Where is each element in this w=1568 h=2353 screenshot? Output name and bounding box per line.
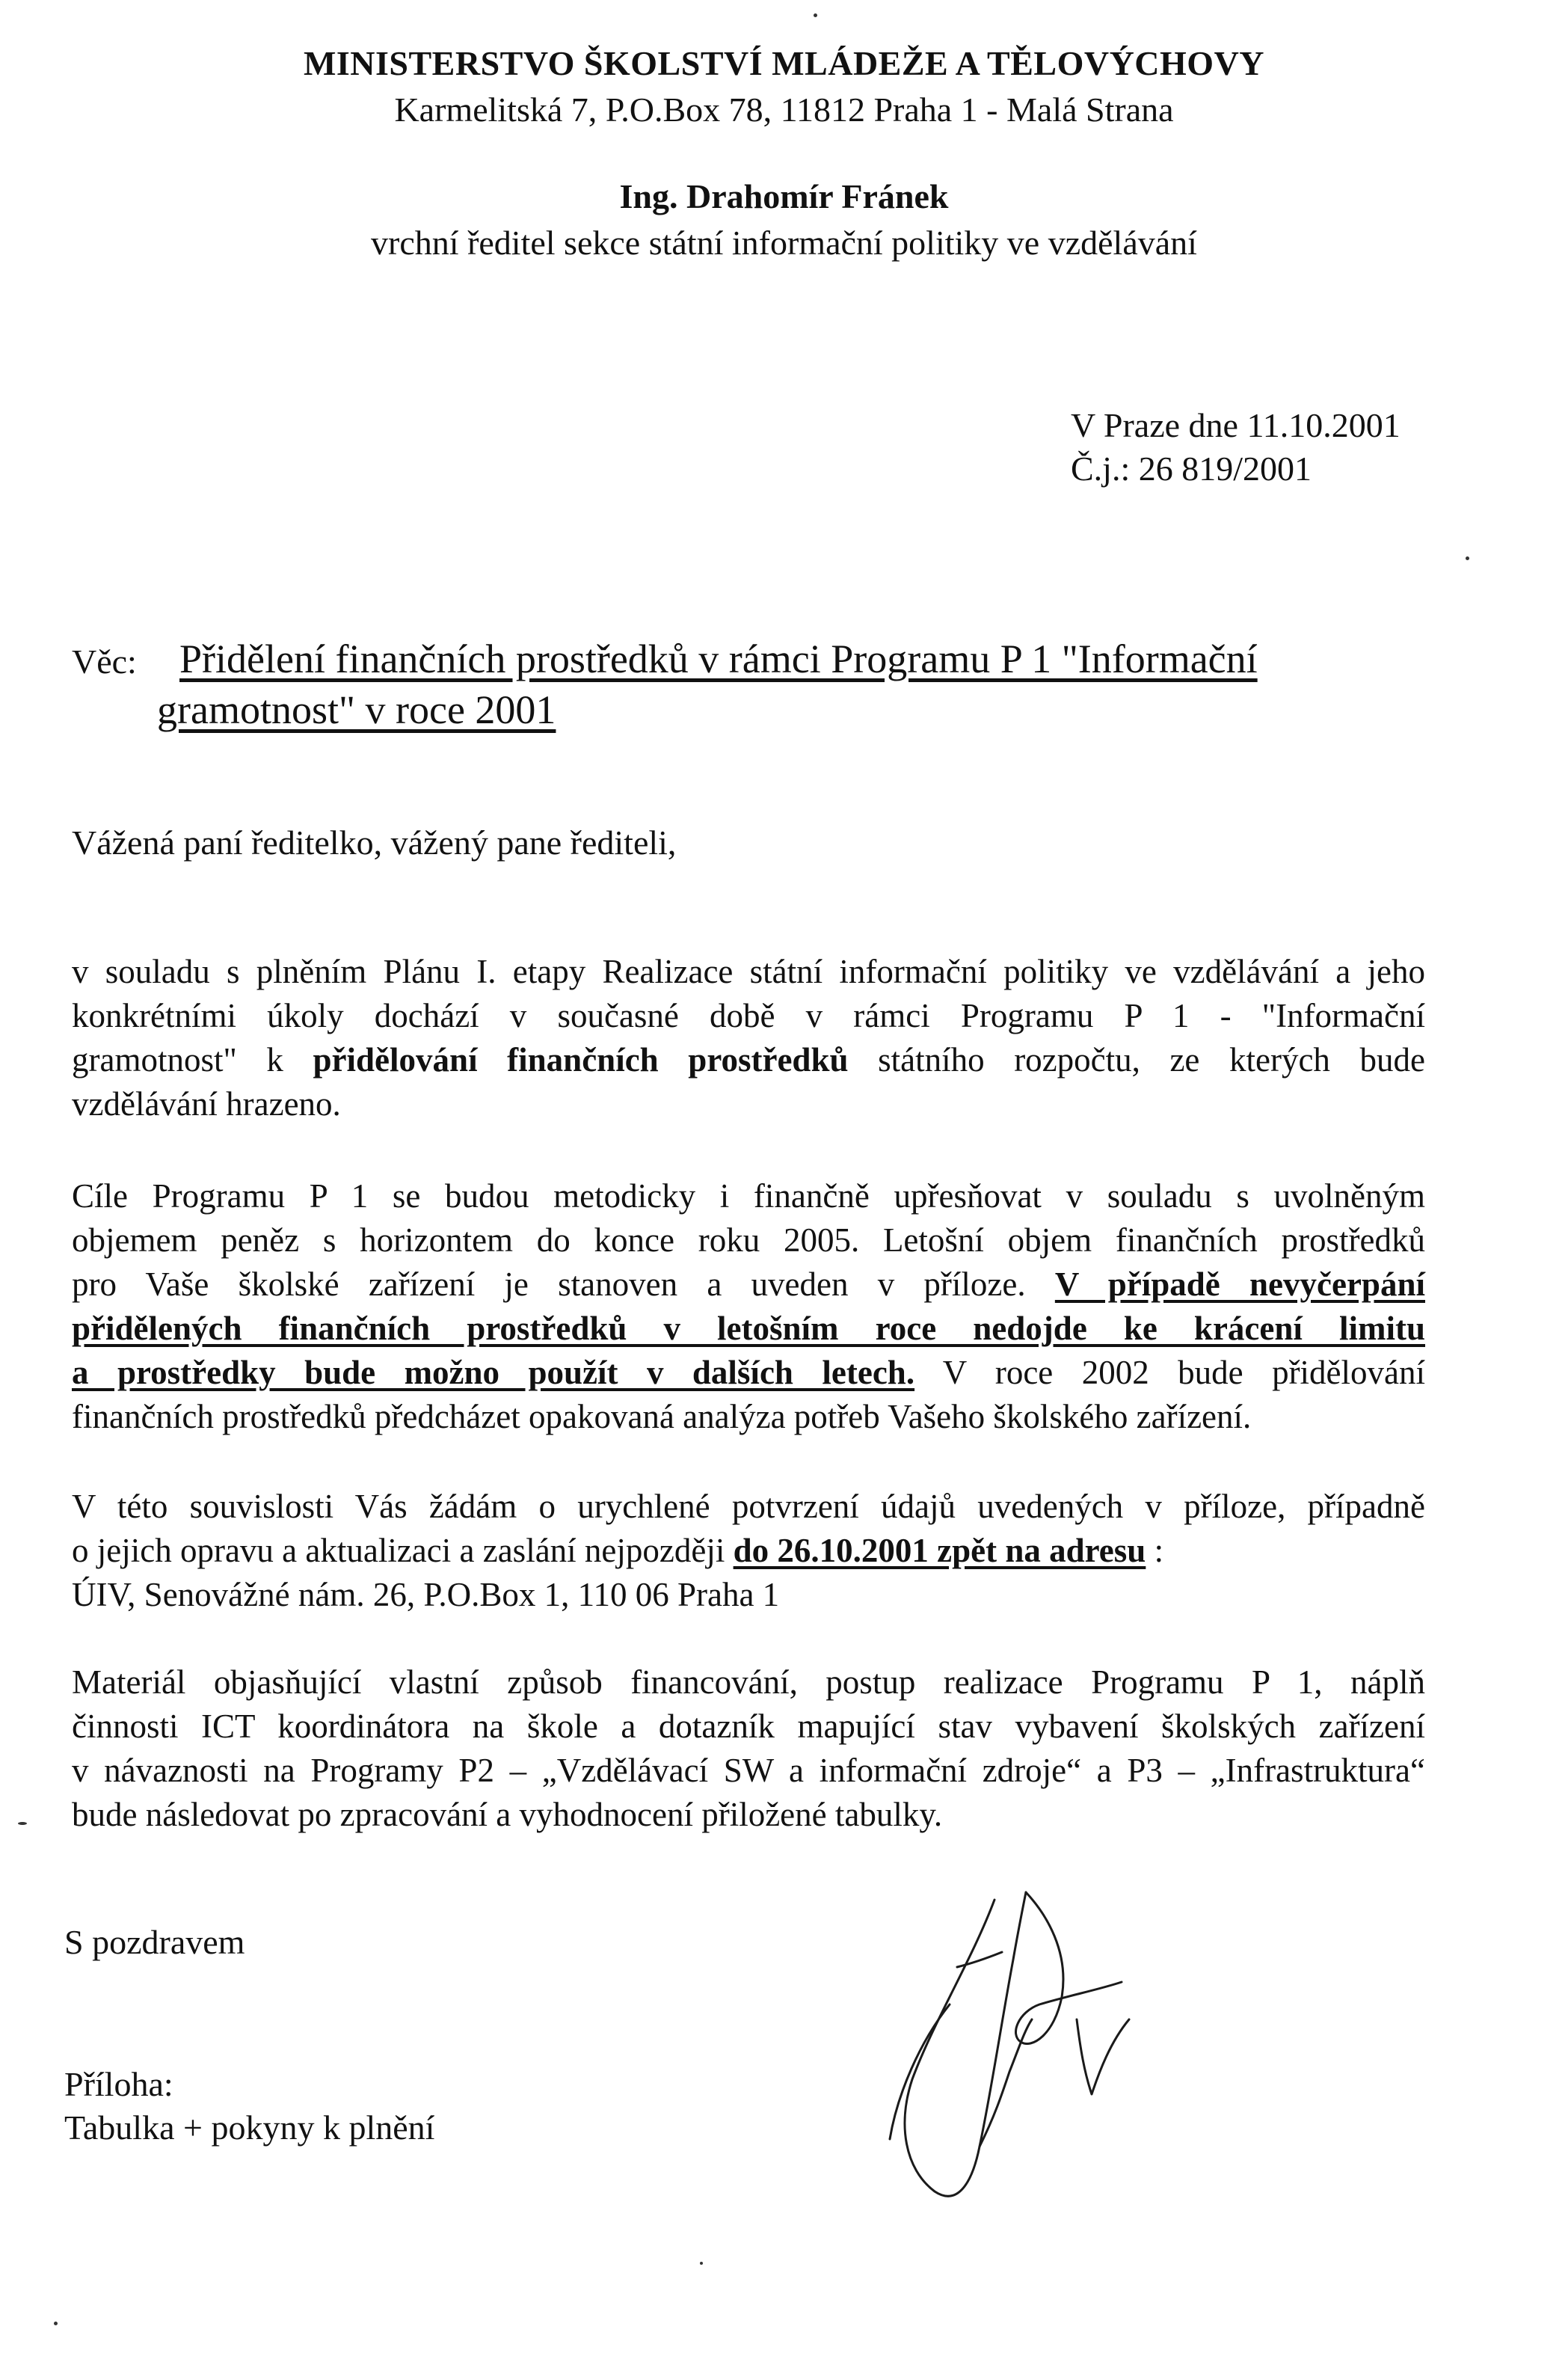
paragraph-2-line-3 [72,1263,1425,1307]
signature-stroke-3 [980,2019,1032,2147]
paragraph-1-line-2: konkrétními úkoly dochází v současné době v rámci Programu P 1 - "Informační [72,997,1425,1034]
subject-line-1: Přidělení finančních prostředků v rámci Programu P 1 "Informační [179,636,1258,681]
scan-speck [814,13,817,17]
paragraph-4 [72,1660,1425,1837]
paragraph-4-line-3: v návaznosti na Programy P2 – „Vzdělávací SW a informační zdroje“ a P3 – „Infrastruktura“ [72,1752,1425,1789]
paragraph-1 [72,950,1425,1126]
subject-label: Věc: [72,642,137,681]
scan-speck [54,2322,58,2325]
paragraph-2-line-1: Cíle Programu P 1 se budou metodicky i finančně upřesňovat v souladu s uvolněným [72,1177,1425,1215]
salutation: Vážená paní ředitelko, vážený pane řediteli, [72,823,677,862]
signature-stroke-6 [890,2004,950,2139]
ministry-name: MINISTERSTVO ŠKOLSTVÍ MLÁDEŽE A TĚLOVÝCHOVY [303,44,1265,82]
paragraph-3 [72,1485,1425,1617]
reference-number: Č.j.: 26 819/2001 [1071,450,1312,488]
attachment-text: Tabulka + pokyny k plnění [64,2108,435,2147]
paragraph-2-line-4 [72,1307,1425,1351]
paragraph-2 [72,1174,1425,1439]
paragraph-3-line-1: V této souvislosti Vás žádám o urychlené potvrzení údajů uvedených v příloze, případně [72,1488,1425,1525]
subject-line-2: gramotnost" v roce 2001 [157,687,556,732]
paragraph-3-line-2 [72,1529,1425,1573]
paragraph-4-line-1: Materiál objasňující vlastní způsob financování, postup realizace Programu P 1, náplň [72,1663,1425,1701]
p2-l5-end: V roce 2002 bude přidělování [914,1354,1426,1391]
p2-emphasis-middle: přidělených finančních prostředků v letošním roce nedojde ke krácení limitu [72,1310,1425,1347]
p2-emphasis-end: a prostředky bude možno použít v dalších letech. [72,1354,915,1391]
signature-stroke-5 [1077,2019,1129,2094]
p1-l3-end: státního rozpočtu, ze kterých bude [848,1041,1425,1079]
signature-image [823,1870,1241,2214]
paragraph-1-line-1: v souladu s plněním Plánu I. etapy Realizace státní informační politiky ve vzdělávání a jeho [72,953,1425,990]
scan-speck [18,1822,27,1825]
paragraph-1-line-3 [72,1038,1425,1082]
p1-bold-allocation: přidělování finančních prostředků [313,1041,849,1079]
letter-date: V Praze dne 11.10.2001 [1071,406,1401,444]
p3-deadline: do 26.10.2001 zpět na adresu [733,1532,1146,1569]
signature-stroke-4 [957,1952,1002,1967]
paragraph-4-line-2: činnosti ICT koordinátora na škole a dotazník mapující stav vybavení školských zařízení [72,1708,1425,1745]
p1-l3-start: gramotnost" k [72,1041,313,1079]
p2-emphasis-start: V případě nevyčerpání [1054,1266,1425,1303]
paragraph-4-line-4: bude následovat po zpracování a vyhodnocení přiložené tabulky. [72,1796,943,1833]
attachment-label: Příloha: [64,2065,173,2103]
paragraph-3-line-3: ÚIV, Senovážné nám. 26, P.O.Box 1, 110 06 Praha 1 [72,1576,780,1613]
sender-name: Ing. Drahomír Fránek [619,177,949,215]
ministry-address: Karmelitská 7, P.O.Box 78, 11812 Praha 1 - Malá Strana [394,90,1174,129]
paragraph-1-line-4: vzdělávání hrazeno. [72,1085,341,1123]
scan-speck [1466,556,1469,560]
paragraph-2-line-5 [72,1351,1425,1395]
scan-speck [700,2262,703,2265]
closing: S pozdravem [64,1923,245,1961]
paragraph-2-line-2: objemem peněz s horizontem do konce roku 2005. Letošní objem finančních prostředků [72,1221,1425,1259]
paragraph-2-line-6: finančních prostředků předcházet opakovaná analýza potřeb Vašeho školského zařízení. [72,1398,1252,1435]
p3-l2-start: o jejich opravu a aktualizaci a zaslání nejpozději [72,1532,734,1569]
p3-l2-end: : [1146,1532,1164,1569]
p2-l3-start: pro Vaše školské zařízení je stanoven a uveden v příloze. [72,1266,1055,1303]
sender-role: vrchní ředitel sekce státní informační politiky ve vzdělávání [371,224,1197,262]
